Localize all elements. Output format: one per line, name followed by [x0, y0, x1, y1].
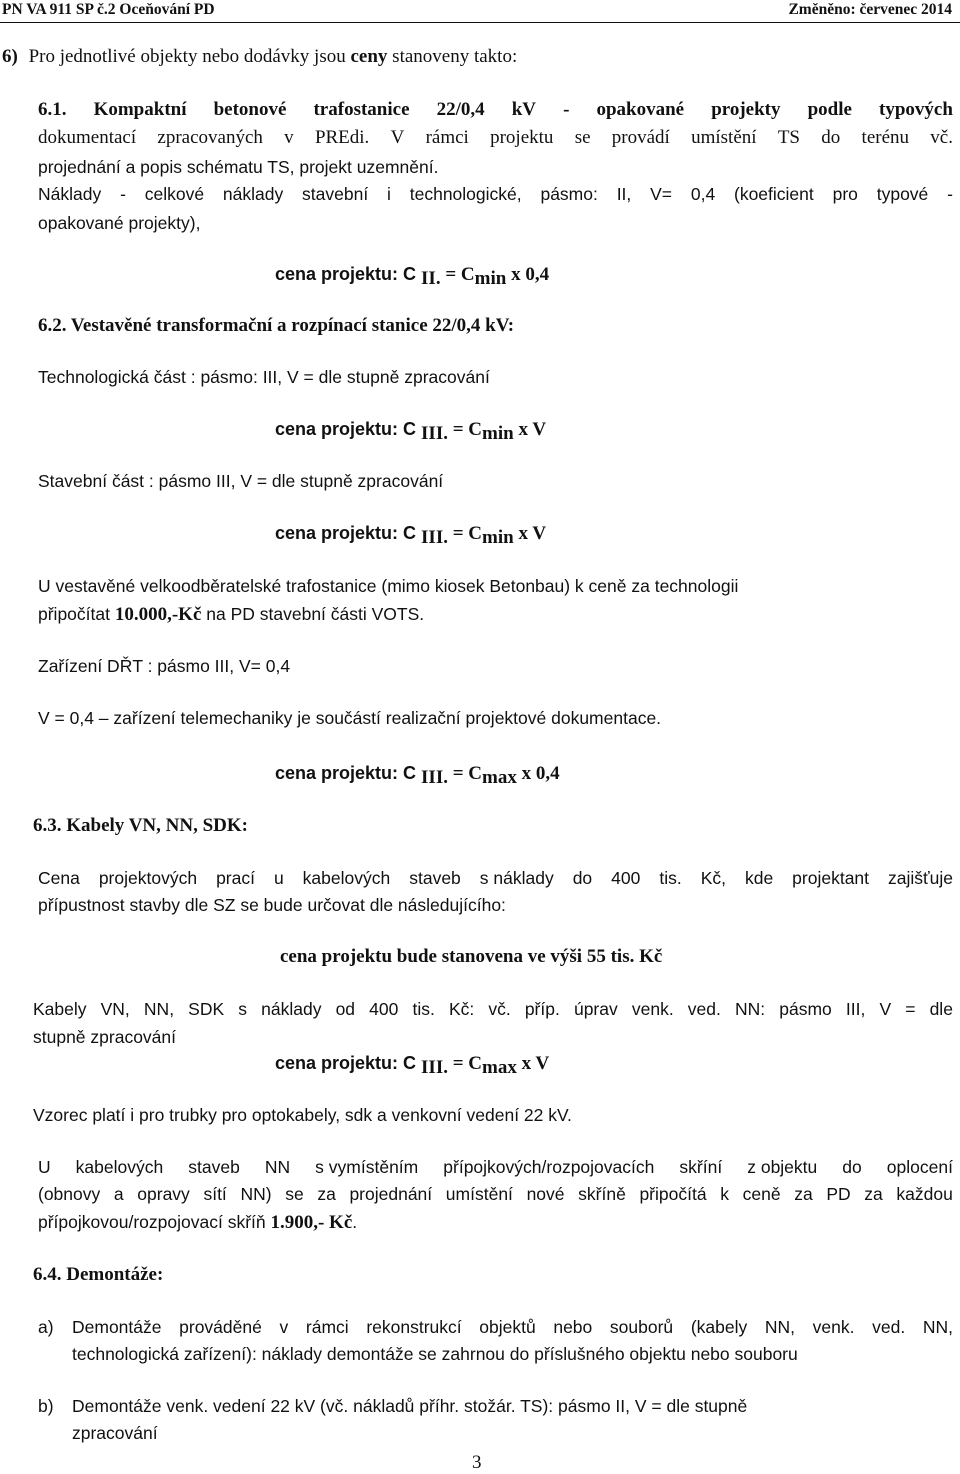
word: podle [807, 99, 852, 120]
word: III, [845, 999, 866, 1019]
word: dle [929, 999, 953, 1019]
word: - [563, 99, 570, 120]
word: zajišťuje [888, 868, 953, 888]
formula-suffix: x V [513, 523, 547, 544]
word: technologické, [409, 184, 522, 204]
word: (kabely [690, 1317, 748, 1337]
intro-text-c: stanoveny takto: [387, 46, 518, 67]
section-number: 6) [2, 46, 18, 67]
formula-62-tech [275, 418, 547, 444]
formula-sub: min [482, 527, 514, 548]
formula-sub: min [482, 423, 514, 444]
s64-a-line2: technologická zařízení): náklady demontáže se zahrnou do příslušného objektu nebo souboru [72, 1344, 798, 1364]
formula-mid: = C [440, 264, 475, 285]
word: sítí [203, 1184, 227, 1204]
word: nebo [553, 1317, 593, 1337]
word: II, [616, 184, 632, 204]
formula-63 [275, 1052, 550, 1078]
word: tis. [412, 999, 435, 1019]
word: připočítá [639, 1184, 707, 1204]
word: souborů [609, 1317, 674, 1337]
s61-line5: opakované projekty), [38, 213, 201, 233]
formula-suffix: x V [516, 1053, 550, 1074]
word: náklady [261, 999, 322, 1019]
word: Náklady [38, 184, 102, 204]
word: staveb [188, 1157, 240, 1177]
word: prací [216, 868, 255, 888]
word: typových [879, 99, 953, 120]
word: U [38, 1157, 51, 1177]
word: vč. [488, 999, 511, 1019]
note-text: na PD stavební části VOTS. [201, 604, 425, 624]
word: pro [832, 184, 858, 204]
word: - [120, 184, 126, 204]
formula-sub: III. [421, 767, 448, 788]
word: tis. [659, 868, 682, 888]
word: rekonstrukcí [366, 1317, 462, 1337]
word: vč. [930, 127, 953, 148]
word: kabelových [302, 868, 391, 888]
formula-sub: min [474, 268, 507, 289]
formula-mid: = C [447, 763, 483, 784]
word: kabelových [75, 1157, 164, 1177]
header-change-date: Změněno: červenec 2014 [788, 1, 952, 18]
word: venk. [812, 1317, 855, 1337]
s63-p3-line1 [38, 1156, 953, 1178]
word: ved. [687, 999, 721, 1019]
formula-prefix: cena projektu: C [275, 419, 422, 439]
word: kV [511, 99, 536, 120]
formula-prefix: cena projektu: C [275, 1053, 422, 1073]
formula-mid: = C [447, 419, 483, 440]
word: provádí [611, 127, 670, 148]
intro-text-bold: ceny [350, 46, 388, 67]
formula-sub: III. [421, 423, 448, 444]
formula-suffix: x 0,4 [516, 763, 560, 784]
formula-sub: III. [421, 527, 448, 548]
word: stavební [302, 184, 369, 204]
formula-61 [275, 263, 550, 289]
formula-sub: max [482, 767, 517, 788]
word: náklady [222, 184, 284, 204]
word: Kabely [33, 999, 87, 1019]
word: pásmo: [540, 184, 598, 204]
word: PD [826, 1184, 851, 1204]
formula-62-drt [275, 762, 560, 788]
word: z objektu [747, 1157, 818, 1177]
s62-note-line1: U vestavěné velkoodběratelské trafostanice (mimo kiosek Betonbau) k ceně za technologii [38, 576, 739, 596]
word: prováděné [179, 1317, 262, 1337]
amount: 1.900,- Kč [270, 1212, 353, 1233]
s63-p1-line1 [38, 867, 953, 889]
formula-mid: = C [447, 1053, 483, 1074]
s63-p1-line2: přípustnost stavby dle SZ se bude určovat dle následujícího: [38, 895, 506, 915]
word: NN) [240, 1184, 272, 1204]
s61-line1 [38, 99, 953, 121]
word: = [905, 999, 916, 1019]
word: do [572, 868, 593, 888]
word: u [273, 868, 284, 888]
word: opravy [137, 1184, 190, 1204]
word: za [864, 1184, 883, 1204]
word: SDK [188, 999, 225, 1019]
word: projektových [98, 868, 198, 888]
word: úprav [573, 999, 618, 1019]
s62-drt: Zařízení DŘT : pásmo III, V= 0,4 [38, 656, 291, 676]
text: přípojkovou/rozpojovací skříň [38, 1212, 271, 1232]
s64-b-line2: zpracování [72, 1423, 158, 1443]
word: V [390, 127, 405, 148]
s62-tech: Technologická část : pásmo: III, V = dle stupně zpracování [38, 367, 490, 387]
word: trafostanice [313, 99, 410, 120]
word: zpracovaných [157, 127, 263, 148]
word: se [285, 1184, 304, 1204]
word: za [794, 1184, 813, 1204]
intro-text-a: Pro jednotlivé objekty nebo dodávky jsou [28, 46, 351, 67]
s61-line4 [38, 183, 953, 205]
word: V= [650, 184, 673, 204]
word: projednání [349, 1184, 433, 1204]
note-text: připočítat [38, 604, 115, 624]
word: opakované [596, 99, 685, 120]
s62-telemechanika: V = 0,4 – zařízení telemechaniky je součástí realizační projektové dokumentace. [38, 708, 662, 728]
word: k [720, 1184, 729, 1204]
word: celkové [144, 184, 205, 204]
word: Demontáže [72, 1317, 162, 1337]
word: se [574, 127, 591, 148]
s63-p3-line2 [38, 1183, 953, 1205]
s64-b-line1: Demontáže venk. vedení 22 kV (vč. nákladů příhr. stožár. TS): pásmo II, V = dle stupně [72, 1396, 748, 1416]
word: Kompaktní [93, 99, 187, 120]
formula-sub: III. [421, 1057, 448, 1078]
word: Cena [38, 868, 80, 888]
word: přípojkových/rozpojovacích [443, 1157, 655, 1177]
word: umístění [691, 127, 757, 148]
formula-prefix: cena projektu: C [275, 763, 422, 783]
word: skříní [679, 1157, 723, 1177]
word: skříně [578, 1184, 626, 1204]
section-6-intro [2, 46, 517, 68]
word: oplocení [886, 1157, 953, 1177]
s63-heading: 6.3. Kabely VN, NN, SDK: [33, 815, 248, 836]
word: typové [876, 184, 929, 204]
formula-suffix: x 0,4 [506, 264, 550, 285]
word: s [238, 999, 248, 1019]
word: 400 [369, 999, 399, 1019]
word: TS [777, 127, 801, 148]
word: rámci [305, 1317, 349, 1337]
note-amount: 10.000,-Kč [114, 604, 202, 625]
word: 0,4 [690, 184, 716, 204]
word: ceně [742, 1184, 781, 1204]
word: příp. [524, 999, 560, 1019]
word: s náklady [479, 868, 554, 888]
word: (koeficient [734, 184, 814, 204]
word: projekty [711, 99, 781, 120]
s63-price-statement: cena projektu bude stanovena ve výši 55 tis. Kč [280, 946, 663, 967]
word: umístění [445, 1184, 513, 1204]
word: projektant [792, 868, 870, 888]
formula-prefix: cena projektu: C [275, 264, 422, 284]
s64-b-label: b) [38, 1396, 54, 1416]
formula-mid: = C [447, 523, 483, 544]
word: a [113, 1184, 124, 1204]
word: 6.1. [38, 99, 67, 120]
word: VN, [100, 999, 130, 1019]
text: . [352, 1212, 358, 1232]
word: v [279, 1317, 289, 1337]
word: Kč, [700, 868, 726, 888]
header-rule [0, 22, 960, 23]
word: - [947, 184, 953, 204]
word: NN: [734, 999, 766, 1019]
formula-62-stav [275, 522, 547, 548]
s62-note-line2 [38, 603, 424, 626]
formula-suffix: x V [513, 419, 547, 440]
word: NN, [764, 1317, 796, 1337]
word: NN [264, 1157, 291, 1177]
word: do [821, 127, 841, 148]
word: dokumentací [38, 127, 137, 148]
word: 22/0,4 [436, 99, 485, 120]
word: V [879, 999, 892, 1019]
header-document-id: PN VA 911 SP č.2 Oceňování PD [2, 1, 215, 18]
word: Kč: [448, 999, 475, 1019]
s64-a-line1 [72, 1316, 953, 1338]
s63-vzorec: Vzorec platí i pro trubky pro optokabely, sdk a venkovní vedení 22 kV. [33, 1105, 572, 1125]
word: v [284, 127, 294, 148]
word: pásmo [779, 999, 832, 1019]
formula-sub: max [482, 1057, 517, 1078]
word: (obnovy [38, 1184, 101, 1204]
word: betonové [213, 99, 287, 120]
s62-heading: 6.2. Vestavěné transformační a rozpínací stanice 22/0,4 kV: [38, 315, 515, 336]
s62-stav: Stavební část : pásmo III, V = dle stupně zpracování [38, 471, 444, 491]
s63-p2-line1 [33, 998, 953, 1020]
word: i [387, 184, 391, 204]
word: kde [744, 868, 774, 888]
word: 400 [611, 868, 641, 888]
page-number: 3 [472, 1452, 482, 1473]
word: od [335, 999, 356, 1019]
word: rámci [425, 127, 469, 148]
word: nové [526, 1184, 565, 1204]
s61-line2 [38, 127, 953, 149]
word: PREdi. [314, 127, 370, 148]
formula-prefix: cena projektu: C [275, 523, 422, 543]
page-header [0, 0, 960, 22]
word: terénu [861, 127, 910, 148]
word: projektu [490, 127, 554, 148]
word: venk. [631, 999, 674, 1019]
word: staveb [409, 868, 461, 888]
word: ved. [872, 1317, 906, 1337]
s64-heading: 6.4. Demontáže: [33, 1264, 164, 1285]
word: každou [896, 1184, 953, 1204]
s63-p3-line3 [38, 1211, 357, 1234]
s64-a-label: a) [38, 1317, 54, 1337]
formula-sub: II. [421, 268, 441, 289]
word: do [842, 1157, 862, 1177]
word: za [317, 1184, 336, 1204]
word: s vymístěním [315, 1157, 419, 1177]
word: objektů [479, 1317, 536, 1337]
s61-line3: projednání a popis schématu TS, projekt uzemnění. [38, 157, 439, 177]
s63-p2-line2: stupně zpracování [33, 1027, 177, 1047]
word: NN, [143, 999, 175, 1019]
word: NN, [922, 1317, 953, 1337]
